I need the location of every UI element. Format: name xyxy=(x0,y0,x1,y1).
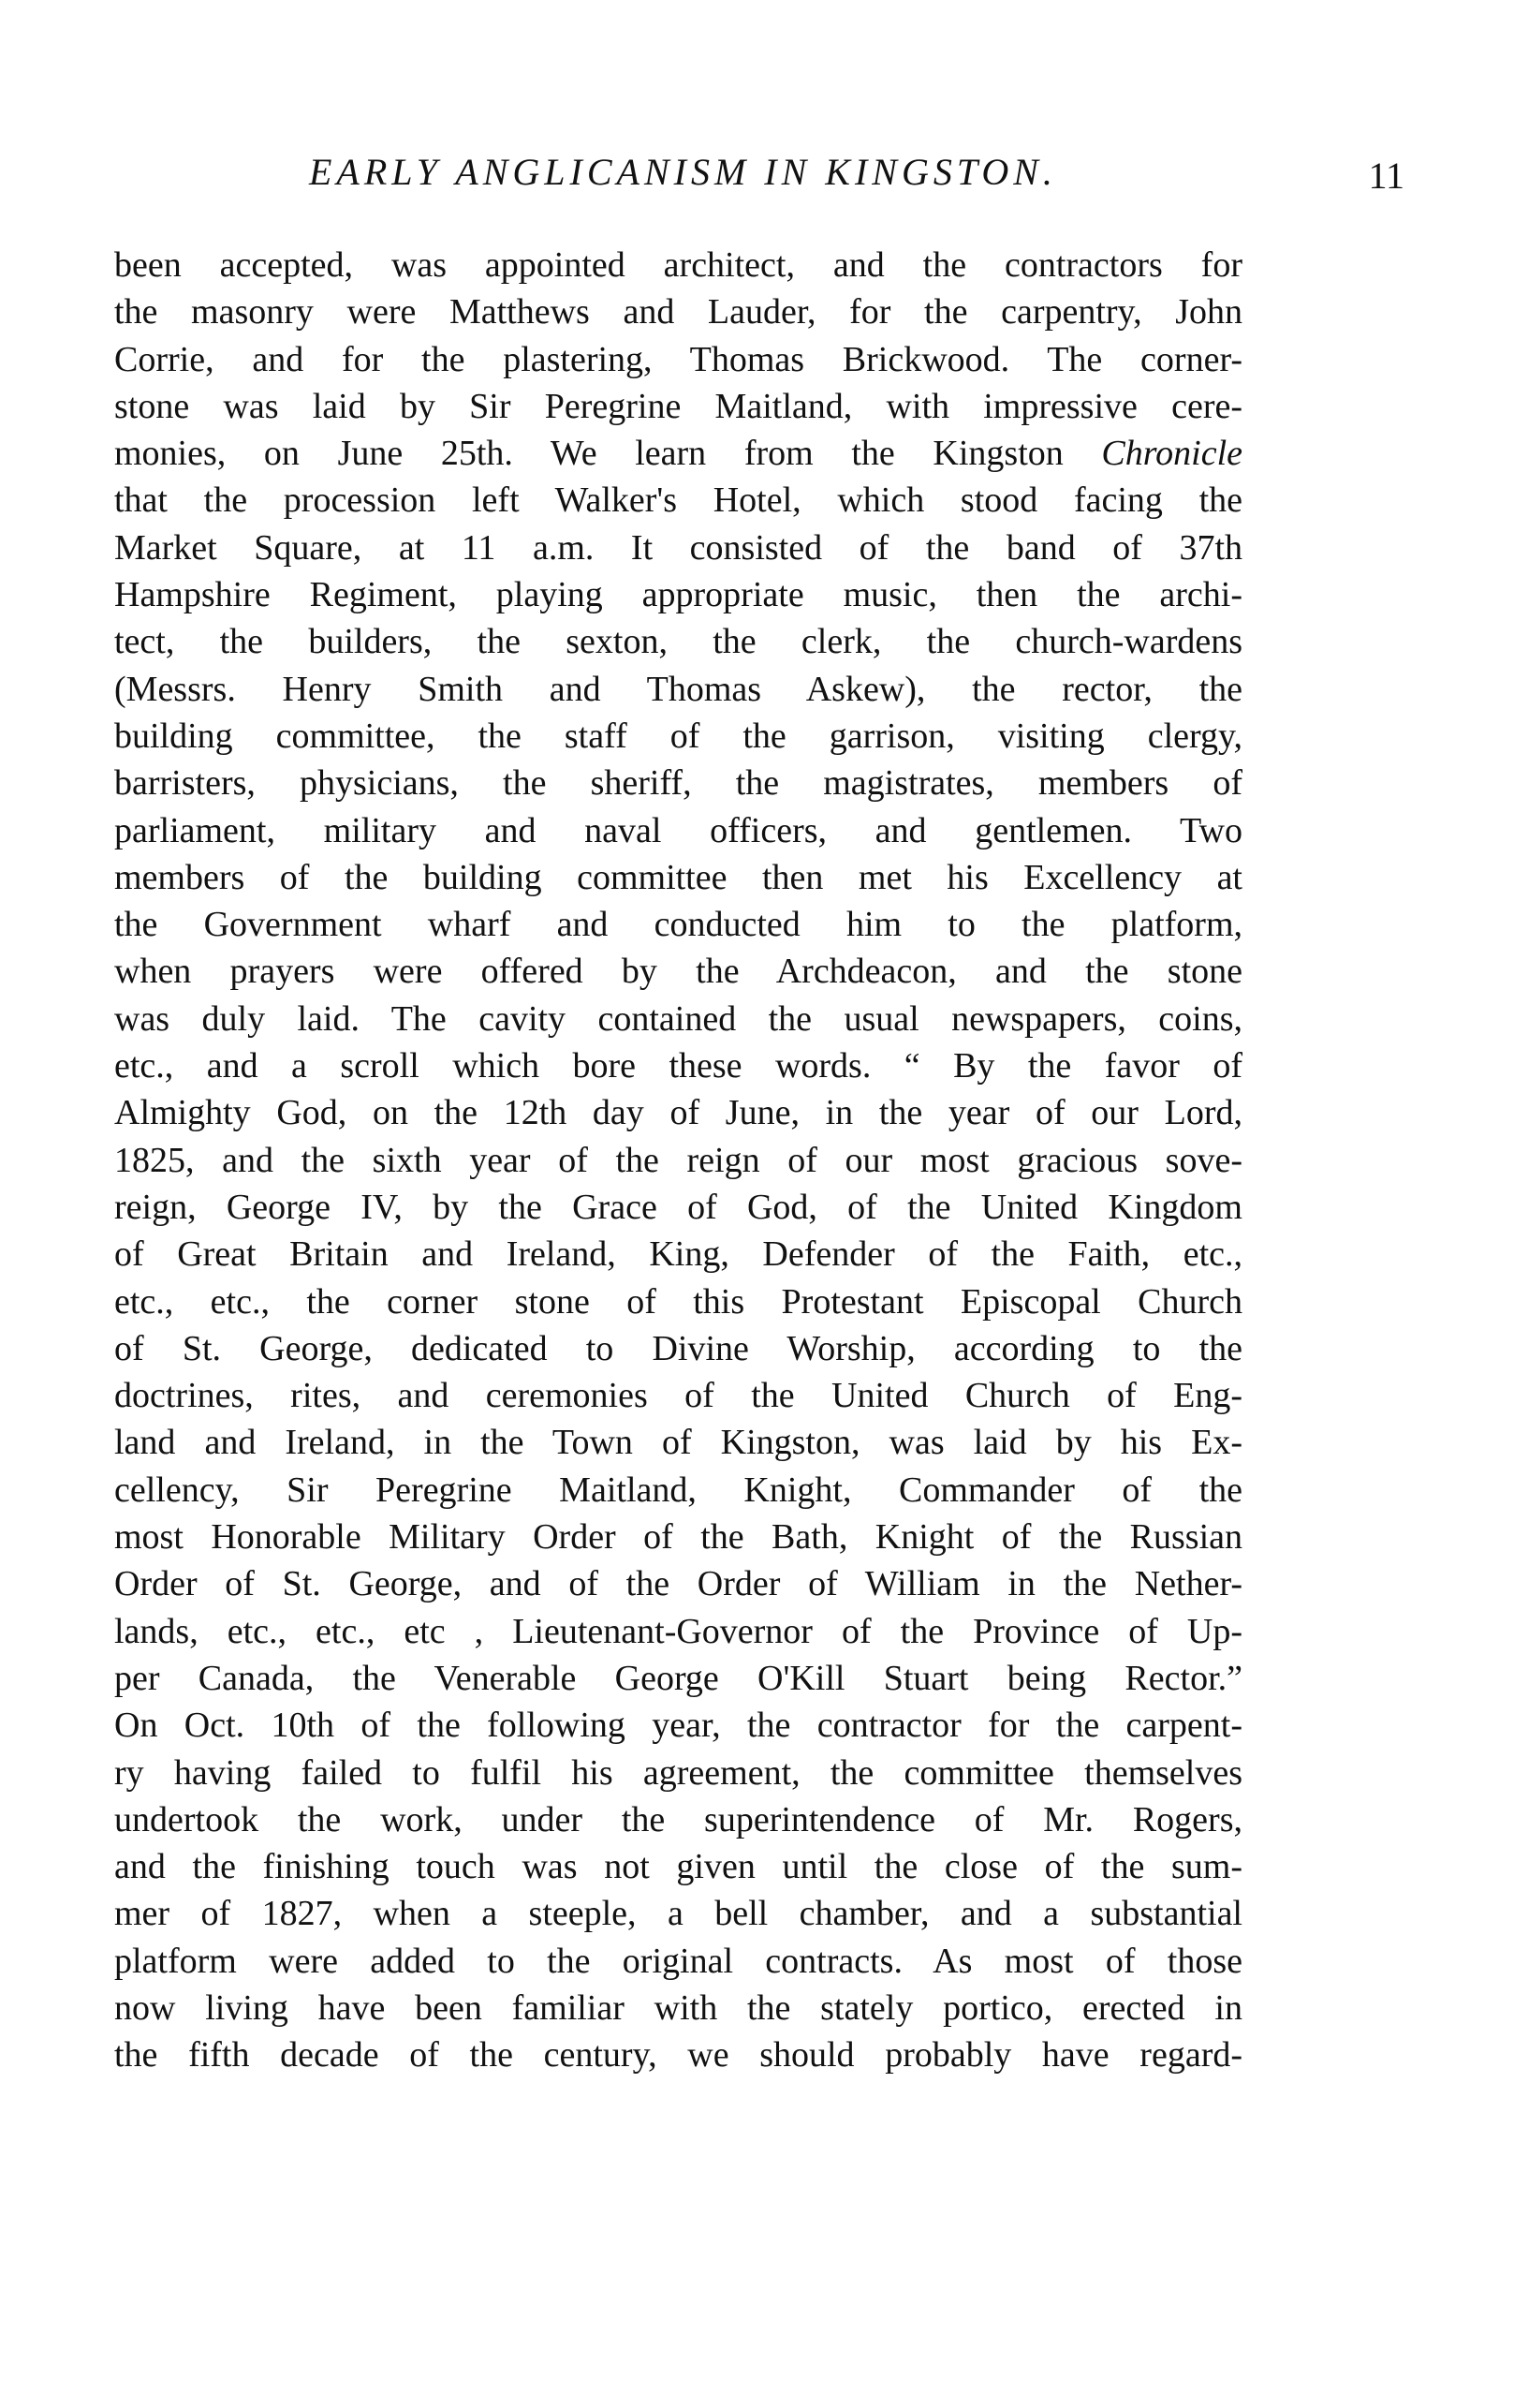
text-line: On Oct. 10th of the following year, the contractor for the carpent- xyxy=(114,1706,1242,1746)
text-line: land and Ireland, in the Town of Kingston, was laid by his Ex- xyxy=(114,1423,1242,1463)
text-line: and the finishing touch was not given until the close of the sum- xyxy=(114,1847,1242,1887)
text-line: barristers, physicians, the sheriff, the magistrates, members of xyxy=(114,763,1242,804)
text-line: members of the building committee then met his Excellency at xyxy=(114,857,1242,897)
text-line: etc., and a scroll which bore these words. “ By the favor of xyxy=(114,1046,1242,1086)
page-header xyxy=(112,150,1404,215)
text-line: monies, on June 25th. We learn from the Kingston Chronicle xyxy=(114,434,1242,474)
text-line: that the procession left Walker's Hotel, which stood facing the xyxy=(114,480,1242,521)
text-line: undertook the work, under the superintendence of Mr. Rogers, xyxy=(114,1799,1242,1839)
text-line: stone was laid by Sir Peregrine Maitland, with impressive cere- xyxy=(114,386,1242,426)
text-line: doctrines, rites, and ceremonies of the United Church of Eng- xyxy=(114,1376,1242,1416)
text-line: of Great Britain and Ireland, King, Defender of the Faith, etc., xyxy=(114,1234,1242,1275)
text-line: Market Square, at 11 a.m. It consisted of the band of 37th xyxy=(114,527,1242,568)
text-line: cellency, Sir Peregrine Maitland, Knight, Commander of the xyxy=(114,1470,1242,1510)
text-line: building committee, the staff of the garrison, visiting clergy, xyxy=(114,716,1242,756)
text-line: been accepted, was appointed architect, and the contractors for xyxy=(114,245,1242,285)
text-line: the fifth decade of the century, we should probably have regard- xyxy=(114,2035,1242,2076)
text-line: ry having failed to fulfil his agreement, the committee themselves xyxy=(114,1752,1242,1793)
text-line: mer of 1827, when a steeple, a bell chamber, and a substantial xyxy=(114,1894,1242,1934)
text-line: the masonry were Matthews and Lauder, for the carpentry, John xyxy=(114,292,1242,332)
text-line: Corrie, and for the plastering, Thomas Brickwood. The corner- xyxy=(114,339,1242,379)
newspaper-title: Chronicle xyxy=(1101,434,1242,474)
page-number: 11 xyxy=(1368,155,1404,197)
text-line: etc., etc., the corner stone of this Protestant Episcopal Church xyxy=(114,1281,1242,1322)
text-line: per Canada, the Venerable George O'Kill Stuart being Rector.” xyxy=(114,1658,1242,1698)
text-line: parliament, military and naval officers, and gentlemen. Two xyxy=(114,810,1242,850)
text-line: was duly laid. The cavity contained the usual newspapers, coins, xyxy=(114,998,1242,1039)
text-line: of St. George, dedicated to Divine Worship, according to the xyxy=(114,1328,1242,1368)
text-line: now living have been familiar with the stately portico, erected in xyxy=(114,1987,1242,2028)
body-text xyxy=(114,242,1242,2079)
text-line: the Government wharf and conducted him to the platform, xyxy=(114,905,1242,945)
text-line: reign, George IV, by the Grace of God, of the United Kingdom xyxy=(114,1187,1242,1227)
text-line: Almighty God, on the 12th day of June, in the year of our Lord, xyxy=(114,1093,1242,1133)
text-line: platform were added to the original contracts. As most of those xyxy=(114,1941,1242,1981)
text-line: Order of St. George, and of the Order of William in the Nether- xyxy=(114,1564,1242,1604)
text-line: (Messrs. Henry Smith and Thomas Askew), the rector, the xyxy=(114,669,1242,709)
text-line: most Honorable Military Order of the Bath, Knight of the Russian xyxy=(114,1517,1242,1558)
text-line: when prayers were offered by the Archdeacon, and the stone xyxy=(114,952,1242,992)
text-line: Hampshire Regiment, playing appropriate music, then the archi- xyxy=(114,575,1242,615)
running-title: EARLY ANGLICANISM IN KINGSTON. xyxy=(309,151,1057,193)
text-line: 1825, and the sixth year of the reign of our most gracious sove- xyxy=(114,1140,1242,1180)
text-line: lands, etc., etc., etc , Lieutenant-Governor of the Province of Up- xyxy=(114,1611,1242,1651)
text-line: tect, the builders, the sexton, the clerk, the church-wardens xyxy=(114,622,1242,662)
